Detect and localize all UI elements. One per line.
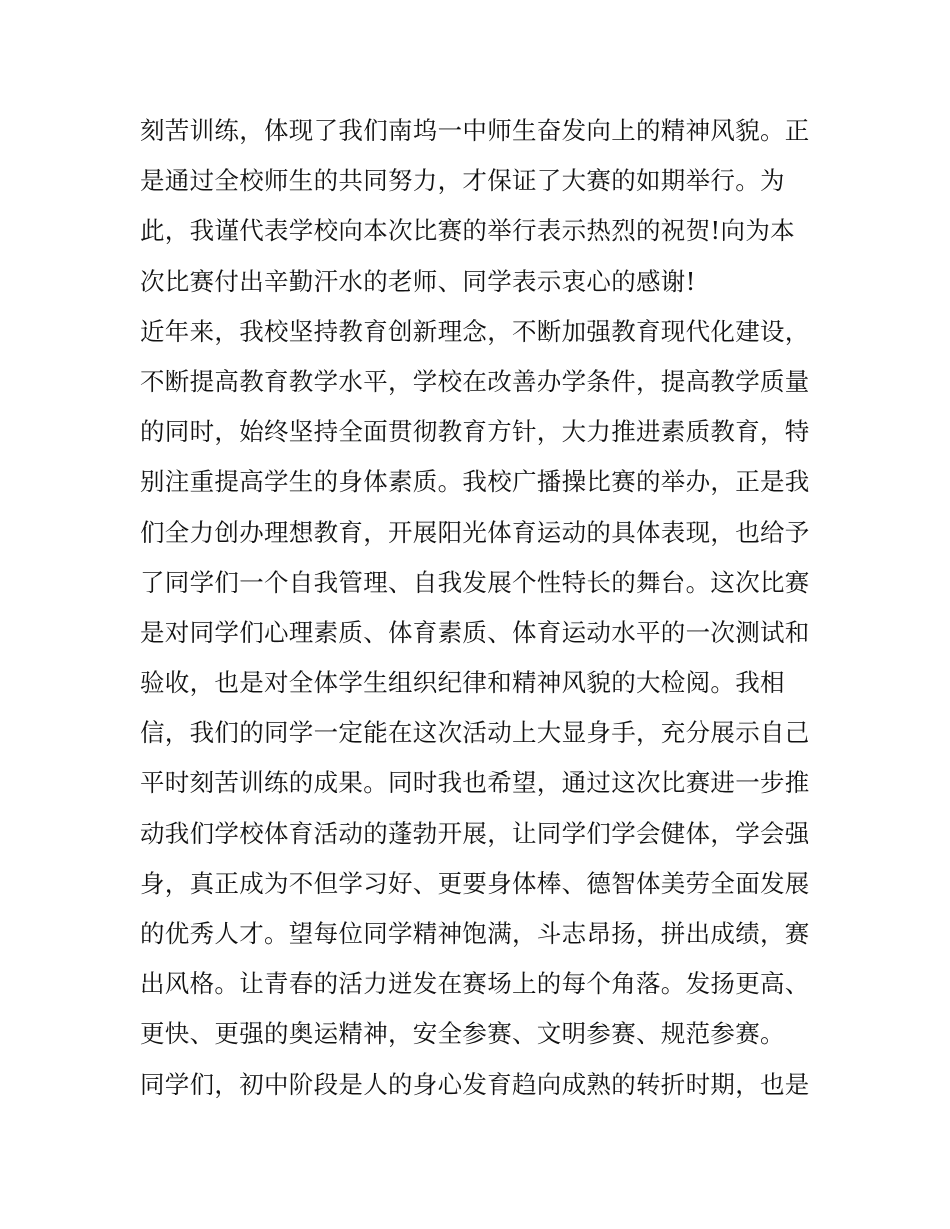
text-line-3: 此，我谨代表学校向本次比赛的举行表示热烈的祝贺!向为本	[140, 216, 795, 246]
body-text	[140, 106, 820, 1110]
text-line-16: 身，真正成为不但学习好、更要身体棒、德智体美劳全面发展	[140, 868, 810, 898]
text-line-12: 验收，也是对全体学生组织纪律和精神风貌的大检阅。我相	[140, 668, 785, 698]
text-line-2: 是通过全校师生的共同努力，才保证了大赛的如期举行。为	[140, 166, 785, 196]
text-line-9: 们全力创办理想教育，开展阳光体育运动的具体表现，也给予	[140, 517, 810, 547]
text-line-14: 平时刻苦训练的成果。同时我也希望，通过这次比赛进一步推	[140, 768, 810, 798]
text-line-20: 同学们，初中阶段是人的身心发育趋向成熟的转折时期，也是	[140, 1069, 810, 1099]
text-line-13: 信，我们的同学一定能在这次活动上大显身手，充分展示自己	[140, 718, 810, 748]
text-line-5: 近年来，我校坚持教育创新理念，不断加强教育现代化建设，	[140, 316, 810, 346]
text-line-4: 次比赛付出辛勤汗水的老师、同学表示衷心的感谢!	[140, 266, 696, 296]
text-line-8: 别注重提高学生的身体素质。我校广播操比赛的举办，正是我	[140, 467, 810, 497]
text-line-1: 刻苦训练，体现了我们南坞一中师生奋发向上的精神风貌。正	[140, 116, 810, 145]
text-line-15: 动我们学校体育活动的蓬勃开展，让同学们学会健体，学会强	[140, 818, 810, 848]
text-line-19: 更快、更强的奥运精神，安全参赛、文明参赛、规范参赛。	[140, 1019, 785, 1049]
text-line-18: 出风格。让青春的活力迸发在赛场上的每个角落。发扬更高、	[140, 969, 810, 999]
text-line-7: 的同时，始终坚持全面贯彻教育方针，大力推进素质教育，特	[140, 417, 810, 447]
text-line-6: 不断提高教育教学水平，学校在改善办学条件，提高教学质量	[140, 366, 810, 396]
text-line-11: 是对同学们心理素质、体育素质、体育运动水平的一次测试和	[140, 617, 810, 647]
text-line-17: 的优秀人才。望每位同学精神饱满，斗志昂扬，拼出成绩，赛	[140, 919, 810, 948]
text-line-10: 了同学们一个自我管理、自我发展个性特长的舞台。这次比赛	[140, 567, 810, 597]
